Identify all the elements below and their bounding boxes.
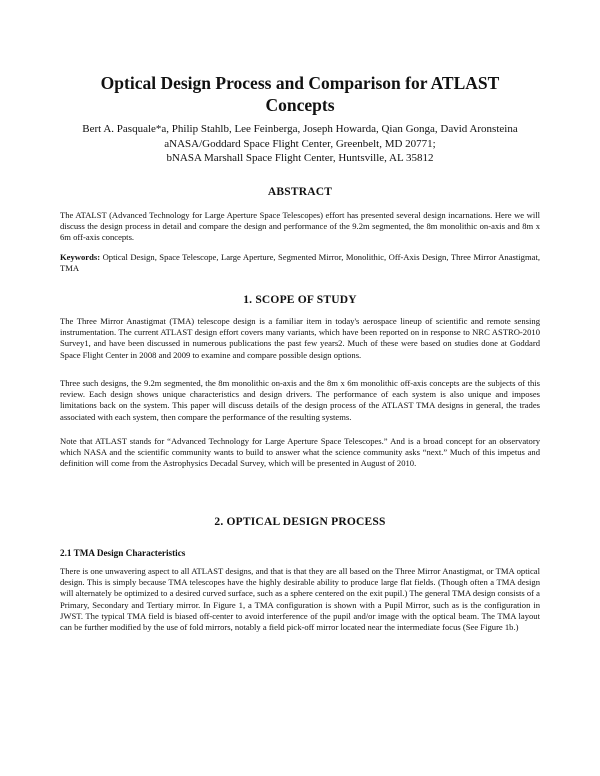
section-2-heading: 2. OPTICAL DESIGN PROCESS bbox=[214, 516, 386, 528]
abstract-text: The ATALST (Advanced Technology for Large Aperture Space Telescopes) effort has presented several design incarnations. Here we will discuss the design process in detail and compare the design and performance of the 9.2m segmented, the 8m monolithic on-axis and 8m x 6m off-axis concepts. bbox=[60, 210, 540, 243]
subsection-2-1-heading: 2.1 TMA Design Characteristics bbox=[60, 548, 186, 558]
section-1-paragraph-2: Three such designs, the 9.2m segmented, the 8m monolithic on-axis and the 8m x 6m monolithic off-axis concepts are the subjects of this review. Each design shows unique characteristics and design drivers. The performance of each system is also unique and imposes limitations back on the system. This paper will discuss details of the design process of the ATLAST TMA designs in general, the trades associated with each system, then compare the performance of the resulting systems. bbox=[60, 378, 540, 422]
keywords bbox=[60, 252, 540, 274]
affiliation-a: aNASA/Goddard Space Flight Center, Greenbelt, MD 20771; bbox=[164, 137, 436, 150]
section-1-heading: 1. SCOPE OF STUDY bbox=[243, 294, 357, 306]
title-line-2: Concepts bbox=[265, 95, 335, 115]
paper-title bbox=[60, 72, 540, 116]
section-2-paragraph-1: There is one unwavering aspect to all ATLAST designs, and that is that they are all based on the Three Mirror Anastigmat, or TMA optical design. This is simply because TMA telescopes have the highly desirable ability to produce large flat fields. (Though often a TMA design will alternately be optimized to a desired curved surface, such as a sphere centered on the exit pupil.) The general TMA design consists of a Primary, Secondary and Tertiary mirror. In Figure 1, a TMA configuration is shown with a Pupil Mirror, such as is the configuration in JWST. The typical TMA field is biased off-center to avoid interference of the pupil and/or image with the optical beam. The TMA layout can be further modified by the use of fold mirrors, notably a field pick-off mirror located near the intermediate focus (See Figure 1b.) bbox=[60, 566, 540, 633]
affiliation-b: bNASA Marshall Space Flight Center, Huntsville, AL 35812 bbox=[166, 152, 434, 164]
section-1-paragraph-3: Note that ATLAST stands for “Advanced Technology for Large Aperture Space Telescopes.” And is a broad concept for an observatory which NASA and the scientific community wants to build to answer what the science community asks “next.” Much of this impetus and definition will come from the Astrophysics Decadal Survey, which will be presented in August of 2010. bbox=[60, 436, 540, 469]
abstract-heading: ABSTRACT bbox=[267, 186, 333, 198]
authors-line: Bert A. Pasquale*a, Philip Stahlb, Lee Feinberga, Joseph Howarda, Qian Gonga, David Aronsteina bbox=[82, 123, 518, 135]
title-line-1: Optical Design Process and Comparison for ATLAST bbox=[100, 73, 500, 93]
section-1-paragraph-1: The Three Mirror Anastigmat (TMA) telescope design is a familiar item in today's aerospace lineup of scientific and remote sensing instrumentation. The current ATLAST design effort covers many variants, which have been reported on in response to NRC ASTRO-2010 Survey1, and have been discussed in numerous publications the past few years2. Much of these were based on studies done at Goddard Space Flight Center in 2008 and 2009 to examine and compare possible design options. bbox=[60, 316, 540, 360]
author-block bbox=[40, 122, 560, 166]
keywords-text: Optical Design, Space Telescope, Large Aperture, Segmented Mirror, Monolithic, Off-Axis Design, Three Mirror Anastigmat, TMA bbox=[60, 252, 540, 274]
keywords-label: Keywords: bbox=[60, 252, 101, 262]
